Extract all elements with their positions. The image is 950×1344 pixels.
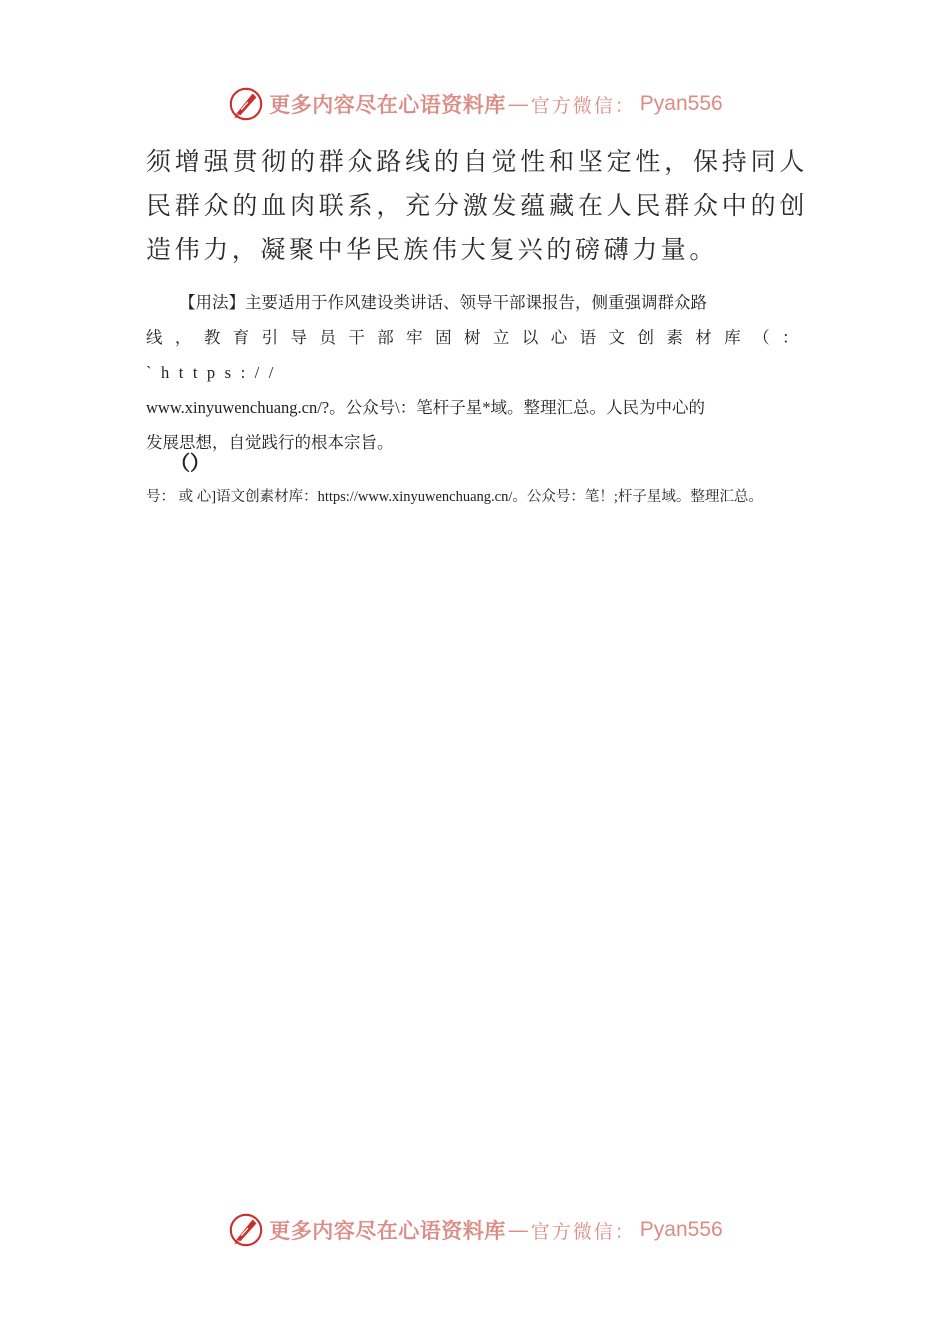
banner-sub-text: 官方微信：	[530, 94, 636, 117]
banner-lead-text: 更多内容尽在心语资料库	[269, 92, 506, 117]
banner-dash: —	[507, 92, 529, 116]
banner-dash: —	[507, 1218, 529, 1242]
empty-parentheses: （）	[170, 453, 210, 475]
usage-paragraph	[146, 285, 808, 460]
header-watermark-banner	[0, 82, 950, 126]
usage-line-3: www.xinyuwenchuang.cn/?。公众号\：笔杆子星*域。整理汇总。人民为中心的	[146, 398, 705, 417]
banner-wechat-id: Pyan556	[639, 92, 723, 115]
banner-lead-text: 更多内容尽在心语资料库	[269, 1218, 506, 1243]
usage-line-4: 发展思想，自觉践行的根本宗旨。	[146, 433, 394, 452]
banner-wechat-id: Pyan556	[639, 1218, 723, 1241]
pen-nib-icon	[227, 1211, 265, 1249]
usage-line-1: 【用法】主要适用于作风建设类讲话、领导干部课报告，侧重强调群众路	[179, 293, 707, 312]
footnote-paragraph: 号： 或 心]语文创素材库：https://www.xinyuwenchuang.cn/。公众号：笔！;杆子星域。整理汇总。	[146, 489, 763, 505]
footer-watermark-banner	[0, 1208, 950, 1252]
usage-line-2: 线，教育引导员干部牢固树立以心语文创素材库（：`https://	[146, 328, 808, 382]
pen-nib-icon	[227, 85, 265, 123]
body-paragraph-main: 须增强贯彻的群众路线的自觉性和坚定性，保持同人民群众的血肉联系，充分激发蕴藏在人民群众中的创造伟力，凝聚中华民族伟大复兴的磅礴力量。	[146, 147, 808, 264]
banner-sub-text: 官方微信：	[530, 1220, 636, 1243]
